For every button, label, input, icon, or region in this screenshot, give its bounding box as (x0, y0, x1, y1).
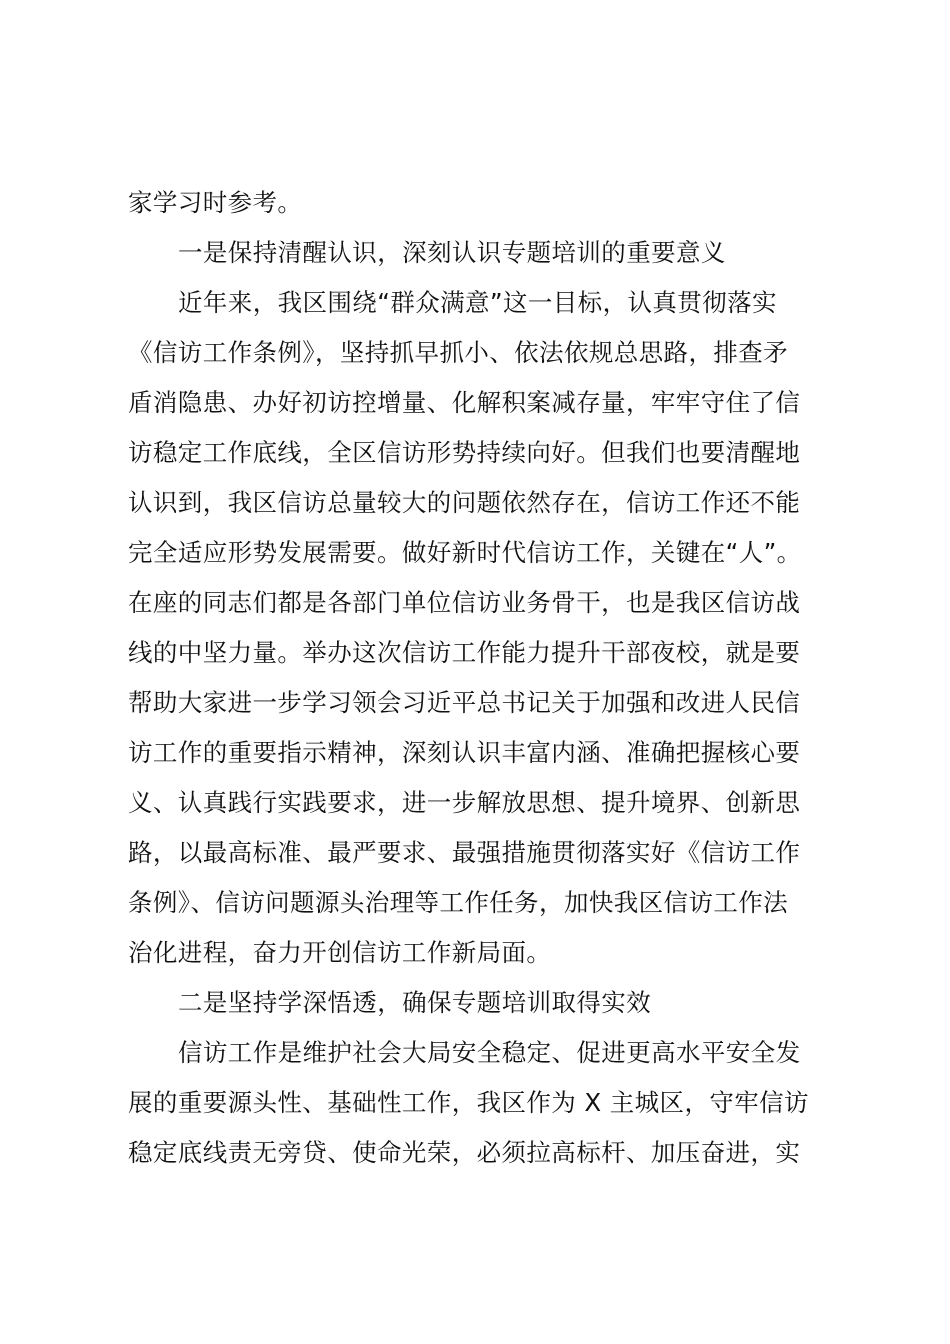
paragraph-line: 近年来，我区围绕“群众满意”这一目标，认真贯彻落实 (178, 288, 777, 317)
paragraph-line: 在座的同志们都是各部门单位信访业务骨干，也是我区信访战 (128, 588, 801, 617)
paragraph-line: 认识到，我区信访总量较大的问题依然存在，信访工作还不能 (128, 488, 801, 517)
paragraph-line: 完全适应形势发展需要。做好新时代信访工作，关键在“人”。 (128, 538, 802, 567)
paragraph-line: 帮助大家进一步学习领会习近平总书记关于加强和改进人民信 (128, 688, 801, 717)
paragraph-line: 家学习时参考。 (128, 188, 303, 217)
section-heading-1: 一是保持清醒认识，深刻认识专题培训的重要意义 (178, 238, 726, 267)
paragraph-line: 展的重要源头性、基础性工作，我区作为 X 主城区，守牢信访 (128, 1088, 809, 1117)
paragraph-line: 访稳定工作底线，全区信访形势持续向好。但我们也要清醒地 (128, 438, 801, 467)
paragraph-line: 条例》、信访问题源头治理等工作任务，加快我区信访工作法 (128, 888, 789, 917)
paragraph-line: 线的中坚力量。举办这次信访工作能力提升干部夜校，就是要 (128, 638, 801, 667)
paragraph-line: 治化进程，奋力开创信访工作新局面。 (128, 938, 552, 967)
paragraph-line: 访工作的重要指示精神，深刻认识丰富内涵、准确把握核心要 (128, 738, 801, 767)
paragraph-line: 路，以最高标准、最严要求、最强措施贯彻落实好《信访工作 (128, 838, 801, 867)
section-heading-2: 二是坚持学深悟透，确保专题培训取得实效 (178, 988, 652, 1017)
paragraph-line: 义、认真践行实践要求，进一步解放思想、提升境界、创新思 (128, 788, 801, 817)
paragraph-line: 稳定底线责无旁贷、使命光荣，必须拉高标杆、加压奋进，实 (128, 1138, 801, 1167)
paragraph-line: 信访工作是维护社会大局安全稳定、促进更高水平安全发 (178, 1038, 801, 1067)
paragraph-line: 《信访工作条例》，坚持抓早抓小、依法依规总思路，排查矛 (128, 338, 789, 367)
paragraph-line: 盾消隐患、办好初访控增量、化解积案减存量，牢牢守住了信 (128, 388, 801, 417)
